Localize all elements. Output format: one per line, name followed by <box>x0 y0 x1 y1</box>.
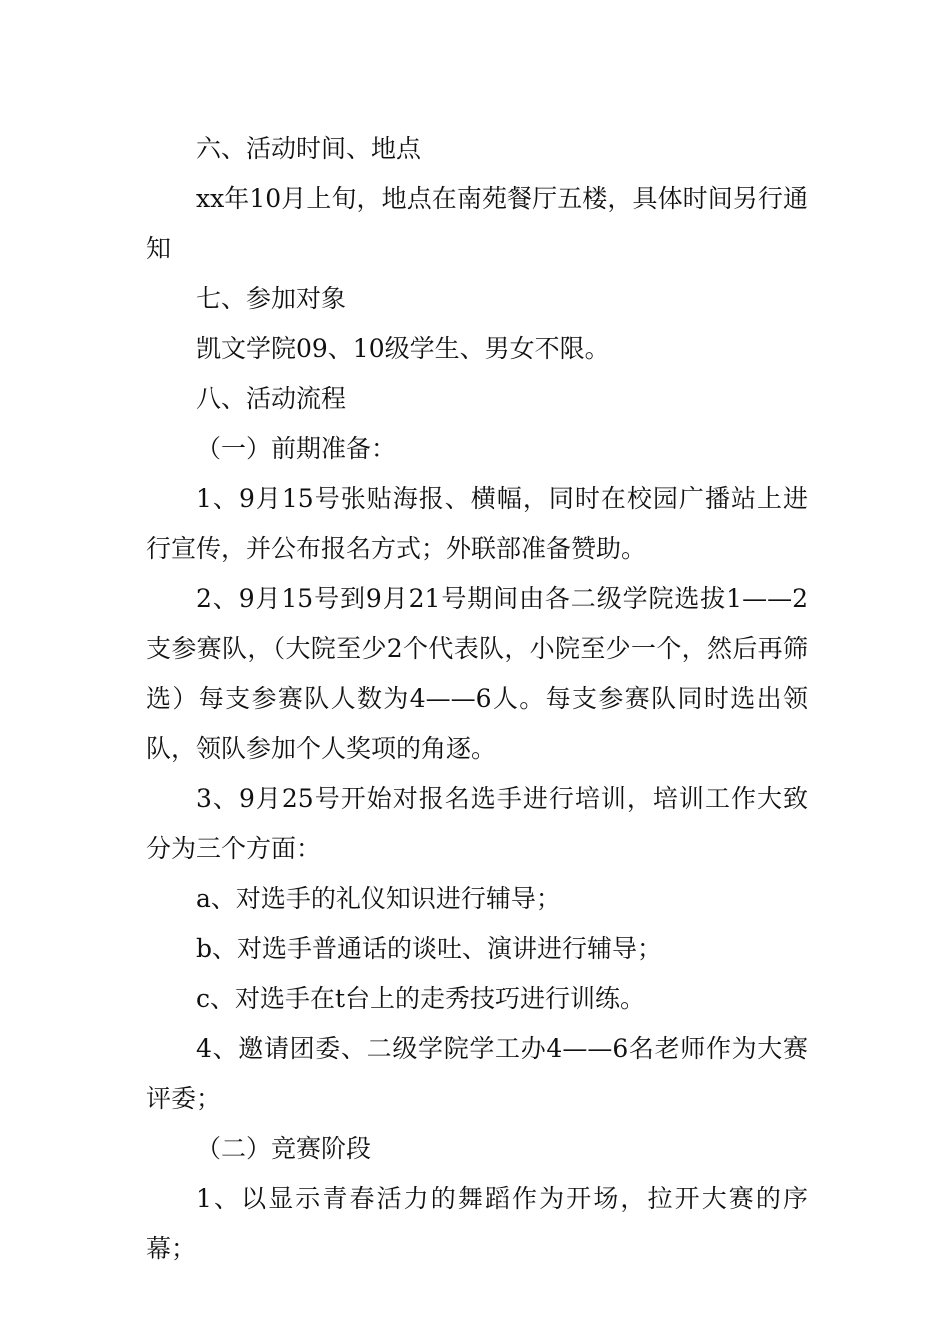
section-heading-time-location: 六、活动时间、地点 <box>196 134 422 163</box>
list-item-training-c: c、对选手在t台上的走秀技巧进行训练。 <box>196 984 646 1013</box>
document-body <box>146 124 808 1274</box>
subheading-preparation: （一）前期准备： <box>196 434 397 463</box>
paragraph-prep-step-4: 4、邀请团委、二级学院学工办4——6名老师作为大赛评委； <box>146 1034 808 1113</box>
section-heading-process: 八、活动流程 <box>196 384 347 413</box>
paragraph-competition-step-1: 1、以显示青春活力的舞蹈作为开场，拉开大赛的序幕； <box>146 1184 808 1263</box>
paragraph-prep-step-1: 1、9月15号张贴海报、横幅，同时在校园广播站上进行宣传，并公布报名方式；外联部准备赞助。 <box>146 484 808 563</box>
paragraph-prep-step-2: 2、9月15号到9月21号期间由各二级学院选拔1——2支参赛队，（大院至少2个代表队，小院至少一个，然后再筛选）每支参赛队人数为4——6人。每支参赛队同时选出领队，领队参加个人奖项的角逐。 <box>146 584 808 763</box>
subheading-competition: （二）竞赛阶段 <box>196 1134 372 1163</box>
list-item-training-b: b、对选手普通话的谈吐、演讲进行辅导； <box>196 934 663 963</box>
paragraph-participants: 凯文学院09、10级学生、男女不限。 <box>196 334 610 363</box>
paragraph-time-location: xx年10月上旬，地点在南苑餐厅五楼，具体时间另行通知 <box>146 184 808 263</box>
section-heading-participants: 七、参加对象 <box>196 284 347 313</box>
paragraph-prep-step-3: 3、9月25号开始对报名选手进行培训，培训工作大致分为三个方面： <box>146 784 808 863</box>
list-item-training-a: a、对选手的礼仪知识进行辅导； <box>196 884 561 913</box>
